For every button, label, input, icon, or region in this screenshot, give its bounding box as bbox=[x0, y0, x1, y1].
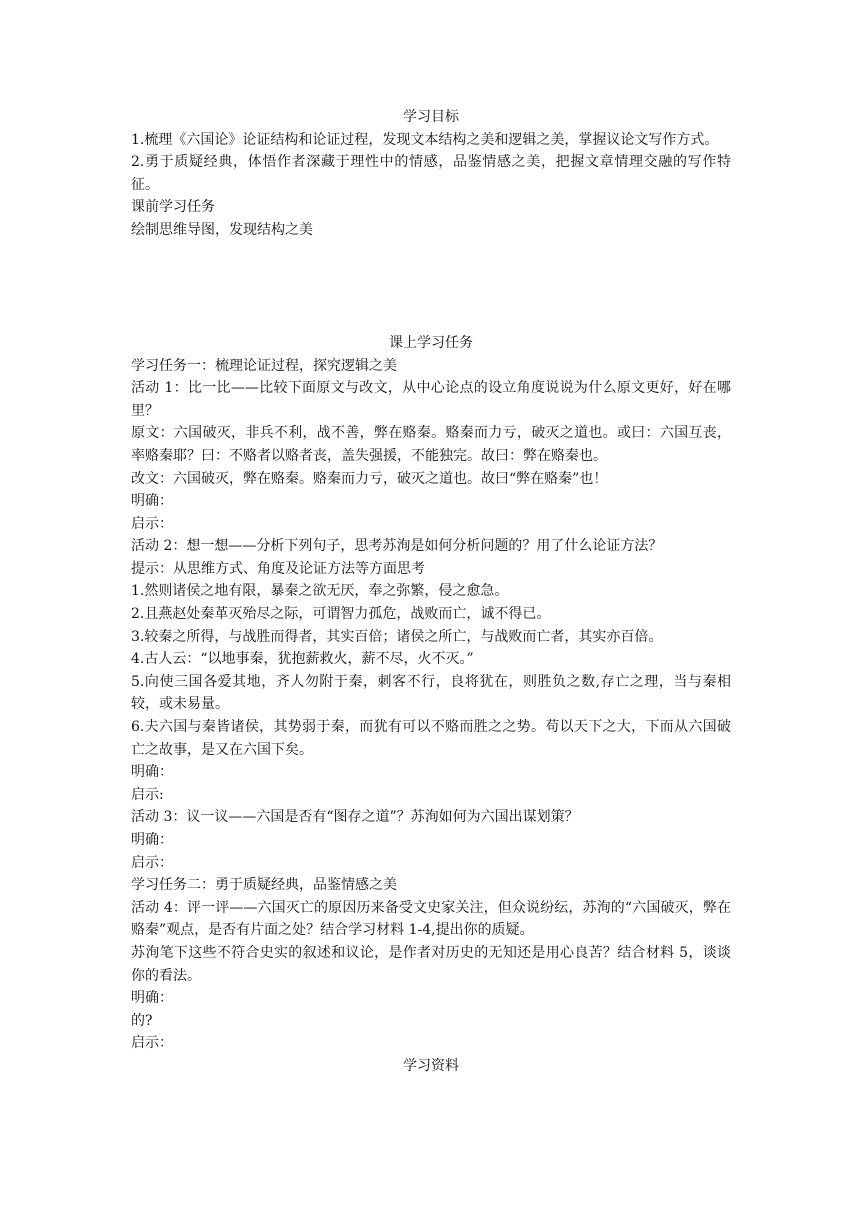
blank-line bbox=[131, 264, 731, 287]
sentence-2: 2.且燕赵处秦革灭殆尽之际，可谓智力孤危，战败而亡，诚不得已。 bbox=[131, 606, 551, 623]
answer-label: 明确： bbox=[131, 493, 173, 510]
answer-label: 明确： bbox=[131, 832, 173, 848]
task-2-heading: 学习任务二：勇于质疑经典，品鉴情感之美 bbox=[131, 877, 397, 894]
answer-label: 明确： bbox=[131, 990, 173, 1007]
original-text: 原文：六国破灭，非兵不利，战不善，弊在赂秦。赂秦而力亏，破灭之道也。或曰：六国互丧，率赂秦耶？曰：不赂者以赂者丧，盖失强援，不能独完。故曰：弊在赂秦也。 bbox=[131, 425, 731, 464]
task-1-heading: 学习任务一：梳理论证过程，探究逻辑之美 bbox=[131, 357, 397, 374]
objectives-title: 学习目标 bbox=[403, 109, 459, 125]
insight-label: 启示： bbox=[131, 515, 173, 532]
insight-label: 启示： bbox=[131, 1035, 173, 1052]
sentence-5: 5.向使三国各爱其地，齐人勿附于秦，刺客不行，良将犹在，则胜负之数,存亡之理，当与秦相较，或未易量。 bbox=[131, 673, 731, 713]
sentence-3: 3.较秦之所得，与战胜而得者，其实百倍；诸侯之所亡，与战败而亡者，其实亦百倍。 bbox=[131, 628, 663, 645]
pre-class-title: 课前学习任务 bbox=[131, 199, 215, 216]
insight-label: 启示： bbox=[131, 854, 173, 871]
objective-item-1: 1.梳理《六国论》论证结构和论证过程，发现文本结构之美和逻辑之美，掌握议论文写作方式。 bbox=[131, 131, 719, 148]
hint-text: 提示：从思维方式、角度及论证方法等方面思考 bbox=[131, 560, 425, 577]
blank-line bbox=[131, 309, 731, 332]
revised-text: 改文：六国破灭，弊在赂秦。赂秦而力亏，破灭之道也。故曰“弊在赂秦”也！ bbox=[131, 470, 608, 487]
blank-line bbox=[131, 287, 731, 310]
in-class-title: 课上学习任务 bbox=[389, 334, 473, 351]
activity-3: 活动 3：议一议——六国是否有“图存之道”？苏洵如何为六国出谋划策？ bbox=[131, 809, 579, 826]
activity-4: 活动 4：评一评——六国灭亡的原因历来备受文史家关注，但众说纷纭，苏洵的“六国破灭，弊在赂秦”观点，是否有片面之处？结合学习材料 1-4,提出你的质疑。 bbox=[131, 899, 731, 939]
pre-class-task: 绘制思维导图，发现结构之美 bbox=[131, 221, 313, 238]
insight-label: 启示: bbox=[131, 786, 164, 803]
activity-2: 活动 2：想一想——分析下列句子，思考苏洵是如何分析问题的？用了什么论证方法？ bbox=[131, 538, 663, 555]
sentence-6: 6.夫六国与秦皆诸侯，其势弱于秦，而犹有可以不赂而胜之之势。苟以天下之大，下而从六国破亡之故事，是又在六国下矣。 bbox=[131, 719, 731, 758]
answer-label: 明确： bbox=[131, 764, 173, 781]
materials-title: 学习资料 bbox=[403, 1057, 459, 1074]
stray-text: 的? bbox=[131, 1012, 153, 1029]
sentence-4: 4.古人云：“以地事秦，犹抱薪救火，薪不尽，火不灭。” bbox=[131, 651, 474, 668]
objective-item-2: 2.勇于质疑经典，体悟作者深藏于理性中的情感，品鉴情感之美，把握文章情理交融的写作特征。 bbox=[131, 154, 731, 193]
blank-line bbox=[131, 242, 731, 265]
reflection-question: 苏洵笔下这些不符合史实的叙述和议论，是作者对历史的无知还是用心良苦？结合材料 5，谈谈你的看法。 bbox=[131, 944, 731, 984]
sentence-1: 1.然则诸侯之地有限，暴秦之欲无厌，奉之弥繁，侵之愈急。 bbox=[131, 583, 509, 600]
document-body bbox=[131, 106, 731, 1078]
activity-1: 活动 1：比一比——比较下面原文与改文，从中心论点的设立角度说说为什么原文更好，好在哪里？ bbox=[131, 380, 731, 419]
